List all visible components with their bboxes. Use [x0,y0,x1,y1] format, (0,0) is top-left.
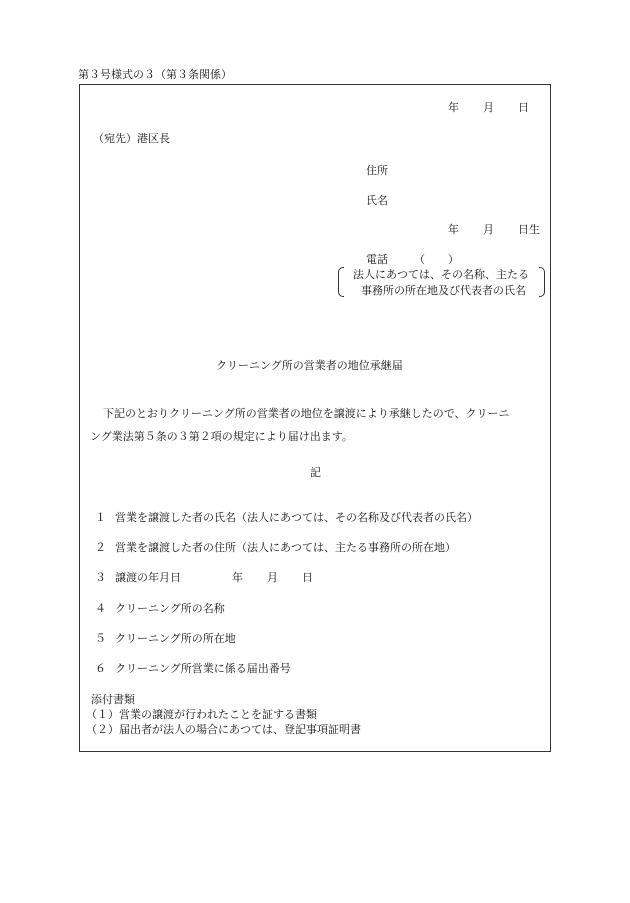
phone-paren-open: （ [414,253,425,266]
phone-paren-close: ） [448,253,459,266]
item-text: クリーニング所の名称 [115,602,225,615]
body-text-line2: ング業法第５条の３第２項の規定により届け出ます。 [90,430,353,443]
form-number: 第３号様式の３（第３条関係） [78,68,232,81]
corporate-note-line2: 事務所の所在地及び代表者の氏名 [361,284,526,297]
item-number: ４ [95,602,106,615]
item-number: ５ [95,632,106,645]
item-text: 譲渡の年月日 [115,571,181,584]
birth-month-label: 月 [483,223,494,236]
birth-year-label: 年 [448,223,459,236]
transfer-year-label: 年 [232,571,243,584]
addressee: （宛先）港区長 [93,132,170,145]
corporate-note-bracket-right [539,267,545,297]
corporate-note-bracket-left [338,267,344,297]
item-number: １ [95,511,106,524]
item-number: ３ [95,571,106,584]
submission-day-label: 日 [518,101,529,114]
transfer-day-label: 日 [302,571,313,584]
item-text: 営業を譲渡した者の住所（法人にあつては、主たる事務所の所在地） [115,541,456,554]
form-frame [79,84,551,752]
body-text-line1: 下記のとおりクリーニング所の営業者の地位を譲渡により承継したので、クリーニ [103,407,510,420]
corporate-note-line1: 法人にあつては、その名称、主たる [353,268,529,281]
item-text: 営業を譲渡した者の氏名（法人にあつては、その名称及び代表者の氏名） [115,511,478,524]
attachment-item: （１）営業の譲渡が行われたことを証する書類 [86,708,317,721]
item-text: クリーニング所営業に係る届出番号 [115,662,291,675]
item-number: ６ [95,662,106,675]
phone-label: 電話 [366,253,388,266]
address-label: 住所 [366,164,388,177]
submission-month-label: 月 [483,101,494,114]
form-title: クリーニング所の営業者の地位承継届 [216,359,403,372]
transfer-month-label: 月 [267,571,278,584]
body-paragraph [90,402,540,448]
attachment-item: （２）届出者が法人の場合にあつては、登記事項証明書 [86,723,361,736]
item-number: ２ [95,541,106,554]
ki-heading: 記 [310,466,321,479]
name-label: 氏名 [366,194,388,207]
item-text: クリーニング所の所在地 [115,632,236,645]
birth-day-label: 日生 [518,223,540,236]
submission-year-label: 年 [448,101,459,114]
attachments-heading: 添付書類 [91,693,135,706]
